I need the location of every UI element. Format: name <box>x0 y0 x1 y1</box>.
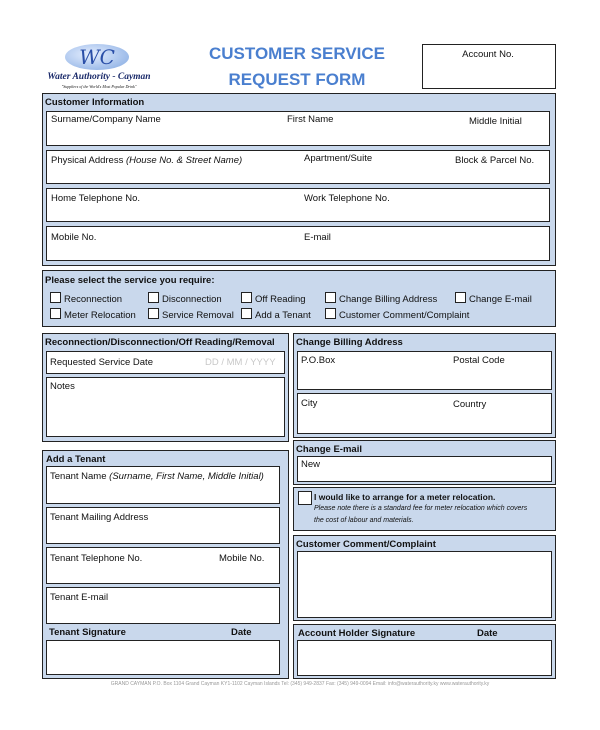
add-tenant-section <box>42 450 289 679</box>
change-email-section <box>293 440 556 485</box>
checkbox-change-billing-address[interactable]: Change Billing Address <box>325 292 437 305</box>
checkbox-reconnection[interactable]: Reconnection <box>50 292 122 305</box>
form-title-line2: REQUEST FORM <box>228 70 366 89</box>
city-label: City <box>301 398 318 409</box>
country-label: Country <box>453 399 487 410</box>
mobile-email-field[interactable] <box>46 226 550 261</box>
customer-information-section <box>42 93 556 266</box>
checkbox-off-reading[interactable]: Off Reading <box>241 292 306 305</box>
checkbox-customer-comment[interactable]: Customer Comment/Complaint <box>325 308 469 321</box>
logo-emblem: WC <box>65 44 129 70</box>
tenant-mobile-label: Mobile No. <box>219 553 265 564</box>
comment-field[interactable] <box>297 551 552 618</box>
requested-date-field[interactable] <box>46 351 285 374</box>
tenant-email-label: Tenant E-mail <box>50 592 109 603</box>
customer-comment-header: Customer Comment/Complaint <box>296 539 436 550</box>
footer-contact: GRAND CAYMAN P.O. Box 1104 Grand Cayman KY1-1102 Cayman Islands Tel: (345) 949-2837 Fax: (345) 949-0094 Email: info@waterauthority.ky www.waterauthority.ky <box>110 681 490 687</box>
meter-relocation-section <box>293 487 556 531</box>
logo-name: Water Authority - Cayman <box>47 72 151 82</box>
checkbox-add-tenant[interactable]: Add a Tenant <box>241 308 311 321</box>
tenant-signature-label: Tenant Signature <box>49 627 126 638</box>
reconnection-header: Reconnection/Disconnection/Off Reading/Removal <box>45 337 275 348</box>
requested-date-label: Requested Service Date <box>50 357 153 368</box>
address-hint: (House No. & Street Name) <box>125 155 243 166</box>
tenant-email-field[interactable] <box>46 587 280 624</box>
account-number-label: Account No. <box>462 49 514 60</box>
email-label: E-mail <box>304 232 331 243</box>
address-label: Physical Address <box>51 155 124 166</box>
change-email-header: Change E-mail <box>296 444 362 455</box>
service-selection-section <box>42 270 556 327</box>
checkbox-service-removal[interactable]: Service Removal <box>148 308 234 321</box>
meter-note-line1: Please note there is a standard fee for meter relocation which covers <box>314 505 528 512</box>
surname-label: Surname/Company Name <box>51 114 161 125</box>
checkbox-meter-relocation[interactable]: Meter Relocation <box>50 308 136 321</box>
notes-field[interactable] <box>46 377 285 437</box>
new-email-label: New <box>301 459 321 470</box>
add-tenant-header: Add a Tenant <box>46 454 106 465</box>
postal-code-label: Postal Code <box>453 355 505 366</box>
telephone-field[interactable] <box>46 188 550 222</box>
tenant-date-label: Date <box>231 627 252 638</box>
change-billing-section <box>293 333 556 438</box>
middle-initial-label: Middle Initial <box>469 116 522 127</box>
change-billing-header: Change Billing Address <box>296 337 403 348</box>
form-title-line1: CUSTOMER SERVICE <box>208 44 386 63</box>
tenant-signature-field[interactable] <box>46 640 280 675</box>
mobile-label: Mobile No. <box>51 232 97 243</box>
block-parcel-label: Block & Parcel No. <box>455 155 535 166</box>
city-field[interactable] <box>297 393 552 434</box>
apartment-label: Apartment/Suite <box>304 153 373 164</box>
account-holder-signature-field[interactable] <box>297 640 552 676</box>
tenant-name-hint: (Surname, First Name, Middle Initial) <box>109 471 264 482</box>
work-telephone-label: Work Telephone No. <box>304 193 390 204</box>
tenant-mailing-label: Tenant Mailing Address <box>50 512 149 523</box>
address-field[interactable] <box>46 150 550 184</box>
new-email-field[interactable] <box>297 456 552 482</box>
notes-label: Notes <box>50 381 75 392</box>
account-holder-date-label: Date <box>477 628 498 639</box>
home-telephone-label: Home Telephone No. <box>51 193 141 204</box>
tenant-telephone-field[interactable] <box>46 547 280 584</box>
account-number-field[interactable] <box>422 44 556 89</box>
tenant-telephone-label: Tenant Telephone No. <box>50 553 143 564</box>
first-name-label: First Name <box>287 114 334 125</box>
reconnection-section <box>42 333 289 442</box>
pobox-field[interactable] <box>297 351 552 390</box>
account-holder-signature-section <box>293 624 556 679</box>
checkbox-change-email[interactable]: Change E-mail <box>455 292 532 305</box>
tenant-mailing-field[interactable] <box>46 507 280 544</box>
customer-information-header: Customer Information <box>45 97 145 108</box>
service-selection-header: Please select the service you require: <box>45 275 215 286</box>
meter-relocation-label: I would like to arrange for a meter relocation. <box>314 492 496 502</box>
tenant-name-field[interactable] <box>46 466 280 504</box>
account-holder-signature-label: Account Holder Signature <box>298 628 416 639</box>
checkbox-disconnection[interactable]: Disconnection <box>148 292 222 305</box>
logo-tagline: "Suppliers of the World's Most Popular Drink" <box>61 84 137 89</box>
date-placeholder: DD / MM / YYYY <box>205 357 276 368</box>
meter-note-line2: the cost of labour and materials. <box>314 517 414 524</box>
tenant-name-label: Tenant Name <box>50 471 107 482</box>
customer-comment-section <box>293 535 556 621</box>
pobox-label: P.O.Box <box>301 355 336 366</box>
name-field[interactable] <box>46 111 550 146</box>
logo <box>40 44 158 92</box>
meter-relocation-checkbox[interactable] <box>298 491 312 505</box>
